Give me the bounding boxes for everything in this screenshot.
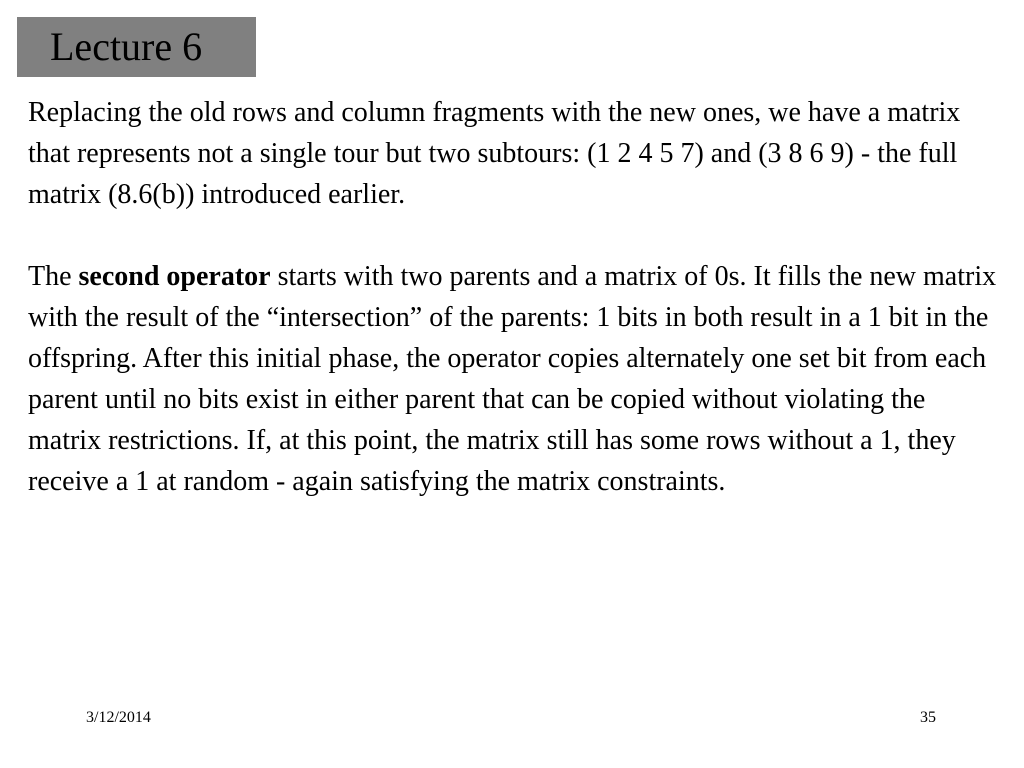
footer-date: 3/12/2014: [86, 709, 151, 726]
slide-body: [28, 92, 1003, 502]
paragraph-1: Replacing the old rows and column fragments with the new ones, we have a matrix that represents not a single tour but two subtours: (1 2 4 5 7) and (3 8 6 9) - the full matrix (8.6(b)) introduced earlier.: [28, 97, 961, 210]
paragraph-2: [28, 256, 1003, 502]
paragraph-2-prefix: The: [28, 261, 79, 292]
slide-title-box: [17, 17, 256, 77]
paragraph-2-bold-term: second operator: [78, 261, 271, 292]
slide-title: Lecture 6: [50, 24, 203, 69]
paragraph-2-rest: starts with two parents and a matrix of 0s. It fills the new matrix with the result of the “intersection” of the parents: 1 bits in both result in a 1 bit in the offspring. After this initial phase, the operator copies alternately one set bit from each parent until no bits exist in either parent that can be copied without violating the matrix restrictions. If, at this point, the matrix still has some rows without a 1, they receive a 1 at random - again satisfying the matrix constraints.: [28, 261, 997, 497]
footer-page-number: 35: [920, 709, 936, 726]
